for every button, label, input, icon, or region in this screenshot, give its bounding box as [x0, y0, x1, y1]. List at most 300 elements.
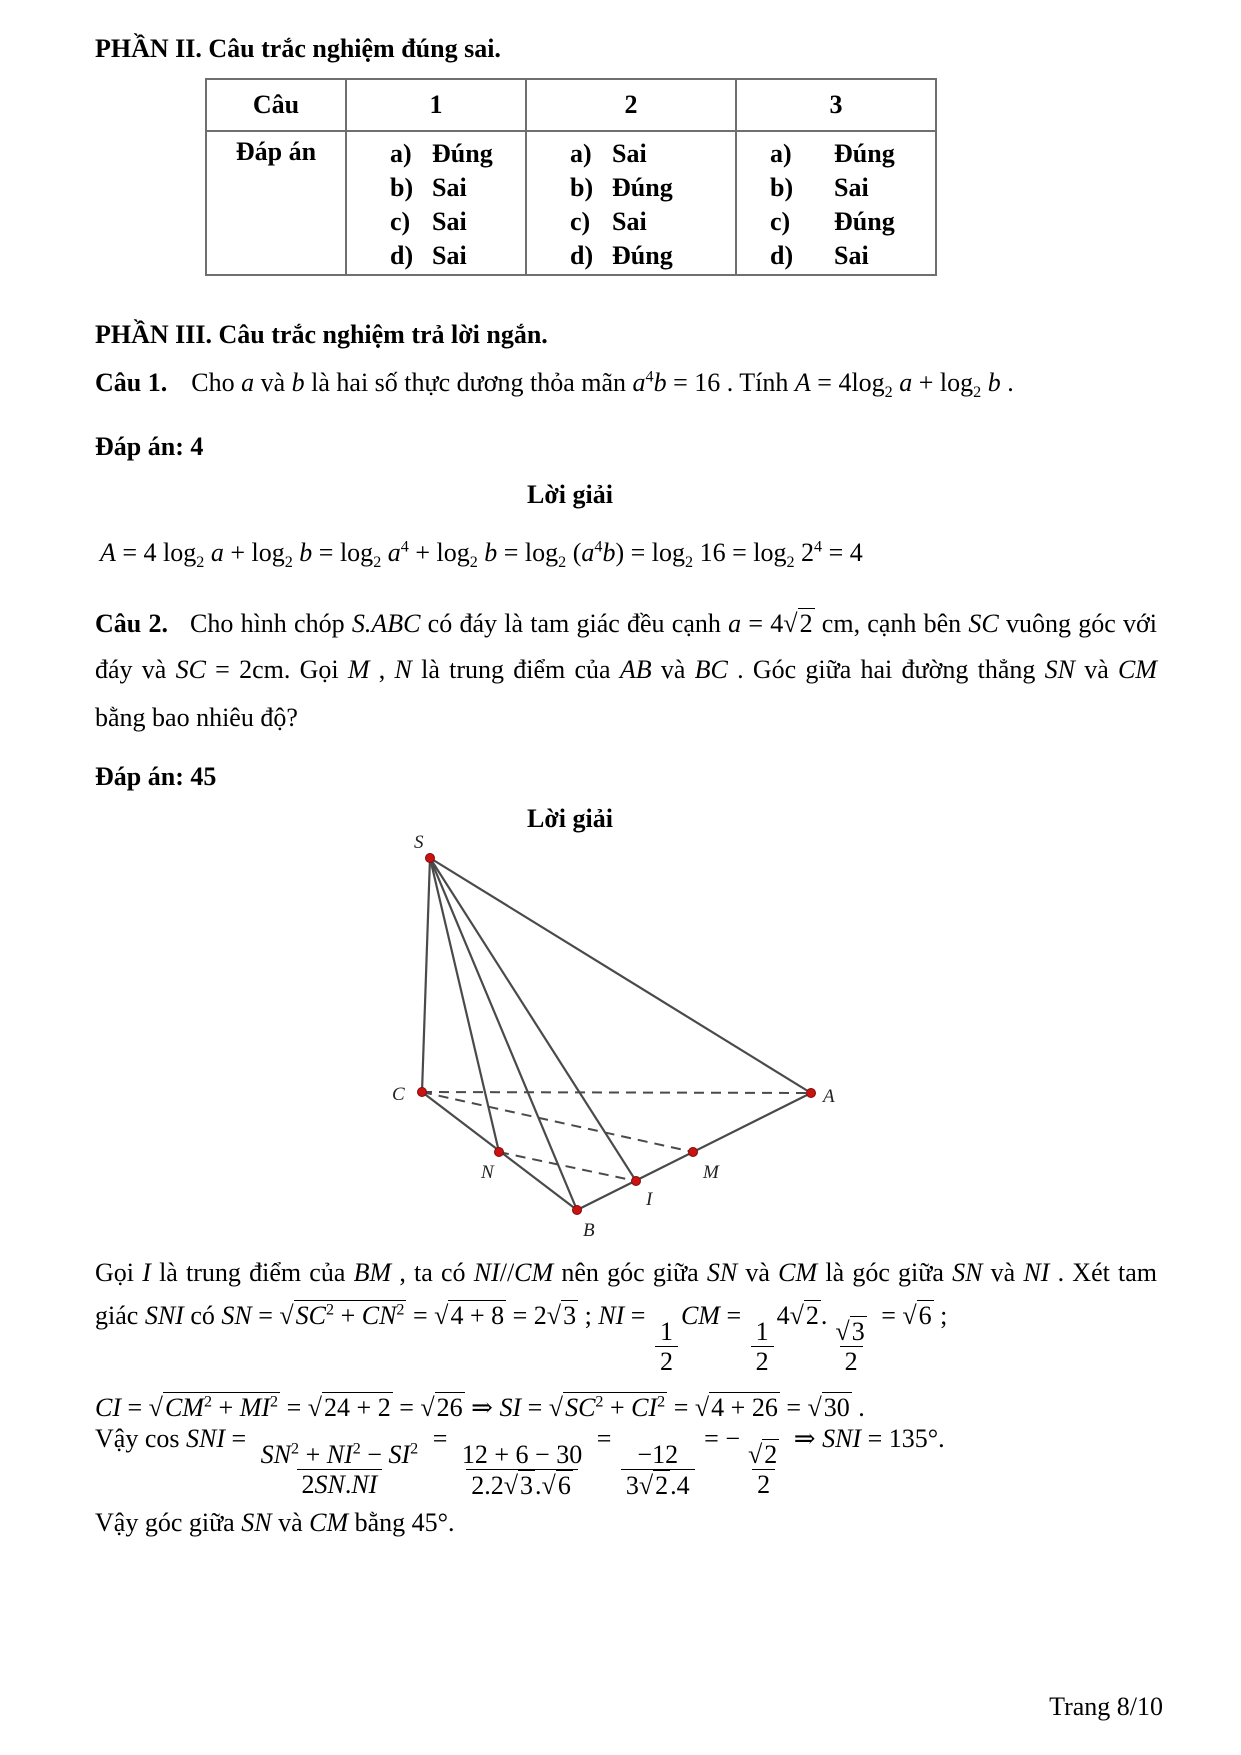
math-var: a [581, 538, 595, 567]
math-sup: 4 [594, 538, 603, 556]
radical-sign-icon: √ [503, 1471, 519, 1501]
radical-sign-icon: √ [783, 609, 798, 638]
text-run: // [499, 1258, 515, 1287]
text-run: Gọi [95, 1258, 143, 1287]
math-var: SN [706, 1258, 738, 1287]
text-run: 2.2 [471, 1471, 504, 1501]
math-sup: 2 [396, 1301, 405, 1319]
figure-line-SC [422, 858, 430, 1092]
text-run: = [719, 1301, 748, 1330]
math-var: SC [968, 609, 999, 638]
figure-label-S: S [414, 832, 424, 853]
text-run: . [535, 1471, 542, 1501]
text-run: đáy và [95, 655, 176, 684]
math-sqrt [790, 1300, 821, 1331]
answer-line [348, 239, 524, 273]
answer-value: Đúng [834, 207, 895, 236]
math-sqrt [835, 1316, 866, 1346]
math-sup: 4 [645, 368, 654, 386]
math-sqrt [748, 1439, 779, 1469]
figure-label-N: N [481, 1162, 494, 1183]
solution-line-5 [95, 1508, 455, 1538]
text-run: nên góc giữa [553, 1258, 707, 1287]
page-footer: Trang 8/10 [1049, 1692, 1163, 1721]
text-run: = [779, 1393, 808, 1422]
text-run: 1 [755, 1317, 769, 1347]
text-run: −12 [637, 1440, 679, 1470]
text-run: . [851, 1393, 865, 1422]
math-var: b [299, 538, 313, 567]
fraction-numerator [655, 1317, 678, 1346]
text-run: . [1000, 368, 1014, 397]
fraction-numerator [457, 1440, 587, 1469]
answer-key-table [205, 78, 937, 276]
radical-sign-icon: √ [548, 1393, 564, 1422]
figure-label-A: A [823, 1086, 835, 1107]
math-var: NI [598, 1301, 625, 1330]
text-run: bằng 45°. [348, 1508, 455, 1537]
fraction-denominator [751, 1346, 774, 1376]
answers-cell-q2 [526, 131, 736, 275]
answer-letter: c) [390, 207, 411, 236]
fraction-numerator [830, 1316, 871, 1346]
radical-sign-icon: √ [638, 1471, 654, 1501]
text-run: + [603, 1393, 632, 1422]
fraction-numerator [743, 1439, 784, 1469]
part2-heading: PHẦN II. Câu trắc nghiệm đúng sai. [95, 34, 501, 63]
math-sub: 2 [373, 554, 382, 572]
question-2-statement-line-1 [95, 608, 1157, 639]
text-run: 3 [625, 1471, 639, 1501]
math-sub: 2 [558, 554, 567, 572]
math-var: b [602, 538, 616, 567]
radical-sign-icon: √ [420, 1393, 435, 1422]
radicand [798, 608, 815, 639]
radical-sign-icon: √ [546, 1301, 562, 1330]
radicand [804, 1300, 821, 1331]
answer-value: Đúng [834, 139, 895, 168]
math-sqrt [434, 1300, 506, 1331]
text-run: . Xét tam [1049, 1258, 1158, 1287]
figure-label-I: I [646, 1189, 653, 1210]
text-run: Cho [191, 368, 242, 397]
math-var: CM [309, 1508, 349, 1537]
answer-line [348, 171, 524, 205]
math-sqrt [902, 1300, 933, 1331]
text-run: và [982, 1258, 1024, 1287]
math-var: M [347, 655, 370, 684]
math-var: CM [514, 1258, 554, 1287]
radical-sign-icon: √ [835, 1317, 850, 1347]
text-run: , ta có [391, 1258, 474, 1287]
math-var: CM [1118, 655, 1158, 684]
answer-letter: b) [570, 173, 594, 202]
answers-cell-q3 [736, 131, 936, 275]
text-run: 1 [659, 1317, 673, 1347]
radicand [917, 1300, 934, 1331]
table-header-row [206, 79, 936, 131]
text-run: . Góc giữa hai đường thẳng [727, 655, 1045, 684]
answer-value: Sai [834, 173, 869, 202]
radical-sign-icon: √ [807, 1393, 822, 1422]
radical-sign-icon: √ [789, 1301, 804, 1330]
text-run: = log [312, 538, 374, 567]
text-run: 4 + 26 [711, 1393, 778, 1422]
math-var: MI [239, 1393, 271, 1422]
text-run: 3 [851, 1317, 865, 1347]
fraction-denominator [655, 1346, 678, 1376]
figure-point-N [495, 1148, 504, 1157]
math-sqrt [783, 608, 814, 639]
text-run: Vậy cos [95, 1424, 186, 1453]
figure-label-B: B [583, 1220, 595, 1241]
math-var: a [241, 368, 255, 397]
answer-letter: c) [570, 207, 591, 236]
radicand [563, 1392, 667, 1423]
math-sup: 4 [814, 538, 823, 556]
text-run: = [874, 1301, 903, 1330]
answer-value: Sai [432, 173, 467, 202]
math-var: CM [164, 1393, 204, 1422]
math-var: CI [95, 1393, 121, 1422]
figure-point-M [689, 1148, 698, 1157]
text-run: − [360, 1440, 389, 1470]
text-run: . [820, 1301, 828, 1330]
text-run: 26 [436, 1393, 463, 1422]
text-run: vuông góc với [998, 609, 1158, 638]
math-var: SN [952, 1258, 983, 1287]
figure-point-I [632, 1177, 641, 1186]
text-run: = [251, 1301, 280, 1330]
radical-sign-icon: √ [279, 1301, 294, 1330]
answer-letter: a) [770, 139, 792, 168]
text-run: và [737, 1258, 779, 1287]
text-run: . [344, 1470, 352, 1500]
math-var: a [632, 368, 646, 397]
header-cell-3: 3 [736, 79, 936, 131]
question-2-statement-line-2 [95, 655, 1157, 685]
math-var: S.ABC [351, 609, 421, 638]
math-sup: 2 [352, 1440, 361, 1458]
radical-sign-icon: √ [148, 1393, 163, 1422]
radicand [709, 1392, 780, 1423]
radicand [518, 1470, 535, 1500]
answer-line [528, 239, 734, 273]
math-sub: 2 [884, 384, 893, 402]
figure-dashed-line-CA [422, 1092, 811, 1093]
text-run: .4 [670, 1471, 690, 1501]
math-sup: 2 [291, 1440, 300, 1458]
radicand [556, 1470, 573, 1500]
fraction-denominator [621, 1469, 695, 1500]
answer-letter: a) [390, 139, 412, 168]
math-var: AB [619, 655, 652, 684]
math-var: SI [388, 1440, 411, 1470]
fraction-numerator [751, 1317, 774, 1346]
radicand [762, 1439, 779, 1469]
text-run: = [224, 1424, 253, 1453]
pyramid-figure-svg [340, 826, 840, 1246]
text-run: Cho hình chóp [189, 609, 352, 638]
radical-sign-icon: √ [434, 1301, 449, 1330]
radical-sign-icon: √ [902, 1301, 917, 1330]
text-run: 2 [805, 1301, 819, 1330]
math-sub: 2 [196, 554, 205, 572]
answer-line [738, 171, 934, 205]
text-run: là hai số thực dương thỏa mãn [304, 368, 633, 397]
text-run: 12 + 6 − 30 [461, 1440, 583, 1470]
text-run: = [667, 1393, 695, 1422]
math-fraction [256, 1440, 424, 1499]
text-run: + log [912, 368, 974, 397]
math-sup: 2 [203, 1393, 213, 1411]
fraction-denominator [840, 1346, 863, 1376]
text-run: ; [933, 1301, 948, 1330]
question-1-statement [95, 368, 1165, 402]
solution-figure [340, 826, 840, 1246]
text-run: 4 + 8 [450, 1301, 505, 1330]
text-run: bằng bao nhiêu độ? [95, 703, 298, 732]
math-sup: 2 [326, 1301, 335, 1319]
radicand [435, 1392, 465, 1423]
radicand [163, 1392, 280, 1423]
text-run: = 4log [810, 368, 885, 397]
math-var: NI [1023, 1258, 1050, 1287]
text-run: cm, cạnh bên [814, 609, 969, 638]
question-2-statement-line-3 [95, 703, 298, 733]
text-run: 2 [755, 1347, 769, 1377]
figure-label-C: C [392, 1084, 405, 1105]
text-run: 4 [776, 1301, 790, 1330]
text-run: Vậy góc giữa [95, 1508, 242, 1537]
text-run: = log [497, 538, 559, 567]
math-var: SN [314, 1470, 345, 1500]
text-run: = 2cm. Gọi [205, 655, 348, 684]
math-sqrt [542, 1470, 573, 1500]
text-run: ⇒ [787, 1424, 823, 1453]
answer-line [738, 239, 934, 273]
text-run: = 4 [741, 609, 784, 638]
text-run: ; [578, 1301, 599, 1330]
answer-letter: a) [570, 139, 592, 168]
row-label-cell: Đáp án [206, 131, 346, 275]
math-sqrt [547, 1300, 578, 1331]
text-run: 2 [799, 609, 813, 638]
header-cell-1: 1 [346, 79, 526, 131]
math-var: a [210, 538, 224, 567]
text-run: có đáy là tam giác đều cạnh [420, 609, 729, 638]
text-run: ) = log [615, 538, 685, 567]
math-var: NI [351, 1470, 378, 1500]
radicand [653, 1470, 670, 1500]
text-run: 2 [844, 1347, 858, 1377]
math-var: SNI [185, 1424, 225, 1453]
math-var: SNI [144, 1301, 184, 1330]
text-run: ⇒ [464, 1393, 500, 1422]
math-var: NI [473, 1258, 500, 1287]
math-var: SN [1044, 655, 1075, 684]
answer-line [738, 137, 934, 171]
text-run: 2 [764, 1440, 778, 1470]
answer-letter: d) [570, 241, 594, 270]
text-run: = [121, 1393, 149, 1422]
solution-line-2 [95, 1300, 1175, 1376]
text-run: và [651, 655, 695, 684]
answer-value: Sai [834, 241, 869, 270]
text-run: 30 [823, 1393, 850, 1422]
math-sub: 2 [786, 554, 795, 572]
fraction-denominator [752, 1469, 775, 1499]
fraction-numerator [632, 1440, 683, 1469]
figure-label-M: M [703, 1162, 719, 1183]
math-var: SN [221, 1301, 252, 1330]
math-var: CM [778, 1258, 818, 1287]
text-run: + log [408, 538, 470, 567]
header-cell-cau: Câu [206, 79, 346, 131]
math-sqrt [695, 1392, 780, 1423]
math-var: CI [631, 1393, 658, 1422]
text-run: + [212, 1393, 240, 1422]
math-var: a [899, 368, 913, 397]
solution-title-1: Lời giải [527, 480, 613, 509]
radical-sign-icon: √ [747, 1440, 763, 1470]
text-run: = 16 . Tính [666, 368, 795, 397]
text-run: và [271, 1508, 310, 1537]
math-var: SNI [822, 1424, 862, 1453]
math-sup: 4 [400, 538, 409, 556]
math-sqrt [808, 1392, 852, 1423]
math-var: b [291, 368, 305, 397]
radicand [294, 1300, 407, 1331]
math-fraction [751, 1317, 774, 1376]
answer-letter: c) [770, 207, 791, 236]
solution-line-4 [95, 1424, 1175, 1500]
figure-line-SI [430, 858, 636, 1181]
math-var: SC [295, 1301, 326, 1330]
figure-point-S [426, 854, 435, 863]
answer-line [528, 137, 734, 171]
question-1-formula [100, 538, 1180, 572]
radicand [448, 1300, 506, 1331]
text-run: = [590, 1424, 618, 1453]
text-run: = − [697, 1424, 740, 1453]
solution-line-1 [95, 1258, 1157, 1288]
header-cell-2: 2 [526, 79, 736, 131]
math-var: b [484, 538, 498, 567]
text-run: 2 [659, 1347, 673, 1377]
answer-letter: b) [770, 173, 794, 202]
math-sub: 2 [284, 554, 293, 572]
text-run: 6 [557, 1471, 571, 1501]
radical-sign-icon: √ [307, 1393, 323, 1422]
text-run: 2 [301, 1470, 315, 1500]
answer-letter: b) [390, 173, 414, 202]
text-run: và [1074, 655, 1119, 684]
math-sqrt [279, 1300, 406, 1331]
figure-point-A [807, 1089, 816, 1098]
text-run: là góc giữa [817, 1258, 953, 1287]
fraction-denominator [297, 1469, 383, 1499]
text-run: = 4 [822, 538, 863, 567]
math-var: I [142, 1258, 151, 1287]
math-var: BC [694, 655, 728, 684]
math-sup: 2 [270, 1393, 279, 1411]
answers-cell-q1 [346, 131, 526, 275]
math-var: SI [499, 1393, 522, 1422]
question-1-answer: Đáp án: 4 [95, 432, 204, 461]
math-sqrt [504, 1470, 535, 1500]
text-run: 2 [757, 1470, 771, 1500]
text-run: ( [566, 538, 582, 567]
math-var: N [394, 655, 412, 684]
text-run: và [254, 368, 292, 397]
fraction-numerator [256, 1440, 424, 1469]
math-var: SN [241, 1508, 272, 1537]
answer-line [528, 205, 734, 239]
answer-value: Sai [612, 207, 647, 236]
figure-line-SB [430, 858, 577, 1210]
text-run: = 135°. [861, 1424, 945, 1453]
answer-letter: d) [770, 241, 794, 270]
text-run: là trung điểm của [150, 1258, 354, 1287]
text-run: 3 [563, 1301, 577, 1330]
text-run: = [624, 1301, 652, 1330]
math-sub: 2 [973, 384, 982, 402]
figure-point-B [573, 1206, 582, 1215]
math-var: CM [680, 1301, 720, 1330]
radicand [322, 1392, 393, 1423]
text-run: 24 + 2 [324, 1393, 391, 1422]
math-sub: 2 [685, 554, 694, 572]
math-sup: 2 [410, 1440, 419, 1458]
math-var: NI [326, 1440, 353, 1470]
math-var: b [653, 368, 667, 397]
answer-line [348, 137, 524, 171]
math-var: SC [565, 1393, 596, 1422]
answer-line [528, 171, 734, 205]
text-run: = 2 [506, 1301, 547, 1330]
math-sqrt [149, 1392, 280, 1423]
text-run: giác [95, 1301, 145, 1330]
text-run: 2 [655, 1471, 669, 1501]
text-run: , [369, 655, 395, 684]
bold-run: Câu 2. [95, 609, 168, 638]
math-var: b [987, 368, 1001, 397]
text-run: là trung điểm của [411, 655, 620, 684]
math-sup: 2 [657, 1393, 666, 1411]
radicand [822, 1392, 852, 1423]
math-var: A [794, 368, 811, 397]
math-var: a [387, 538, 401, 567]
text-run: 2 [794, 538, 815, 567]
math-var: A [100, 538, 116, 567]
math-var: BM [353, 1258, 392, 1287]
text-run: 3 [520, 1471, 534, 1501]
figure-point-C [418, 1088, 427, 1097]
answer-value: Đúng [432, 139, 493, 168]
math-sub: 2 [469, 554, 478, 572]
text-run: 16 = log [693, 538, 787, 567]
math-fraction [655, 1317, 678, 1376]
question-2-answer: Đáp án: 45 [95, 762, 217, 791]
bold-run: Câu 1. [95, 368, 168, 397]
text-run: + log [223, 538, 285, 567]
math-fraction [830, 1316, 871, 1376]
math-fraction [743, 1439, 784, 1499]
math-sqrt [549, 1392, 667, 1423]
text-run: + [299, 1440, 327, 1470]
text-run: = [280, 1393, 308, 1422]
